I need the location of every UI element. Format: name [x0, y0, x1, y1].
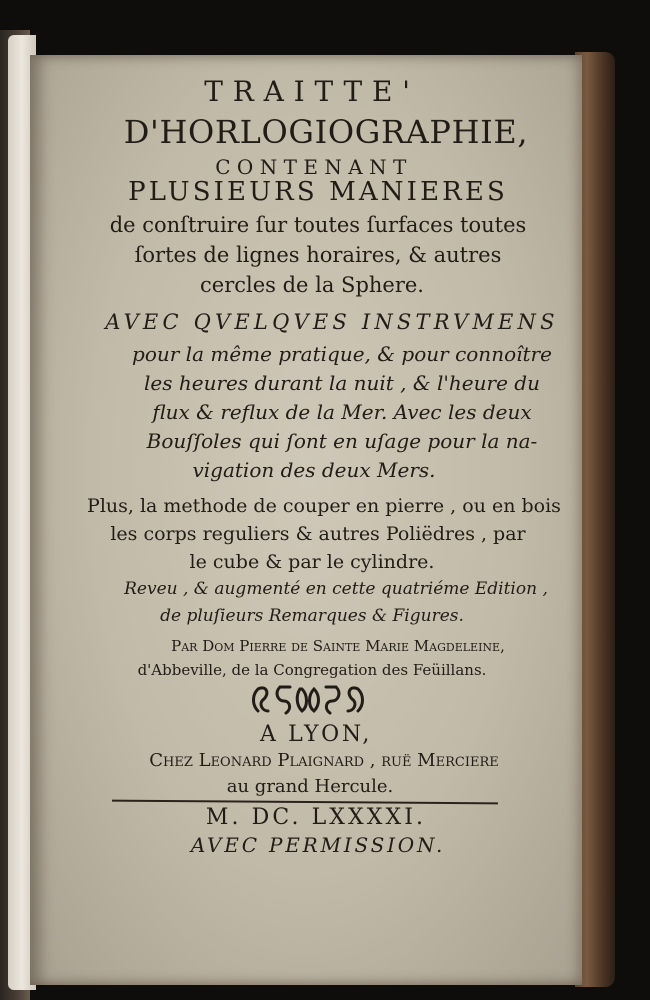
author-line: Par Dom Pierre de Sainte Marie Magdeleine,: [171, 637, 505, 655]
imprint-rule: [112, 800, 498, 805]
imprint-permission: AVEC PERMISSION.: [190, 833, 446, 857]
imprint-year: M. DC. LXXXXI.: [205, 805, 427, 830]
text-line-avec-instrumens: AVEC QVELQVES INSTRVMENS: [105, 310, 559, 334]
text-line-14: Plus, la methode de couper en pierre , ou en bois: [87, 495, 561, 517]
title-line-contenant: CONTENANT: [215, 155, 413, 179]
text-line-5: de conſtruire ſur toutes ſurfaces toutes: [109, 213, 527, 237]
text-line-11: flux & reflux de la Mer. Avec les deux: [152, 400, 532, 424]
imprint-address: au grand Hercule.: [226, 776, 394, 797]
text-line-6: ſortes de lignes horaires, & autres: [134, 243, 502, 267]
text-line-10: les heures durant la nuit , & l'heure du: [144, 371, 540, 395]
text-line-15: les corps reguliers & autres Poliëdres , par: [110, 523, 526, 545]
author-affiliation-line: d'Abbeville, de la Congregation des Feüillans.: [137, 661, 487, 679]
printers-ornament-icon: [250, 681, 366, 719]
text-line-9: pour la même pratique, & pour connoître: [132, 342, 552, 366]
text-line-16: le cube & par le cylindre.: [189, 551, 435, 573]
imprint-printer: Chez Leonard Plaignard , ruë Merciere: [149, 750, 499, 771]
title-page: [30, 55, 582, 985]
imprint-city: A LYON,: [260, 722, 372, 747]
text-line-12: Bouſſoles qui ſont en uſage pour la na-: [146, 429, 538, 453]
text-line-18: de pluſieurs Remarques & Figures.: [160, 606, 464, 626]
text-line-13: vigation des deux Mers.: [192, 458, 436, 482]
title-line-traitte: TRAITTE': [204, 75, 420, 108]
title-line-horlogiographie: D'HORLOGIOGRAPHIE,: [123, 113, 529, 151]
title-line-plusieurs: PLUSIEURS MANIERES: [128, 177, 508, 207]
text-line-7: cercles de la Sphere.: [200, 273, 424, 297]
text-line-edition: Reveu , & augmenté en cette quatriéme Edition ,: [124, 579, 548, 599]
